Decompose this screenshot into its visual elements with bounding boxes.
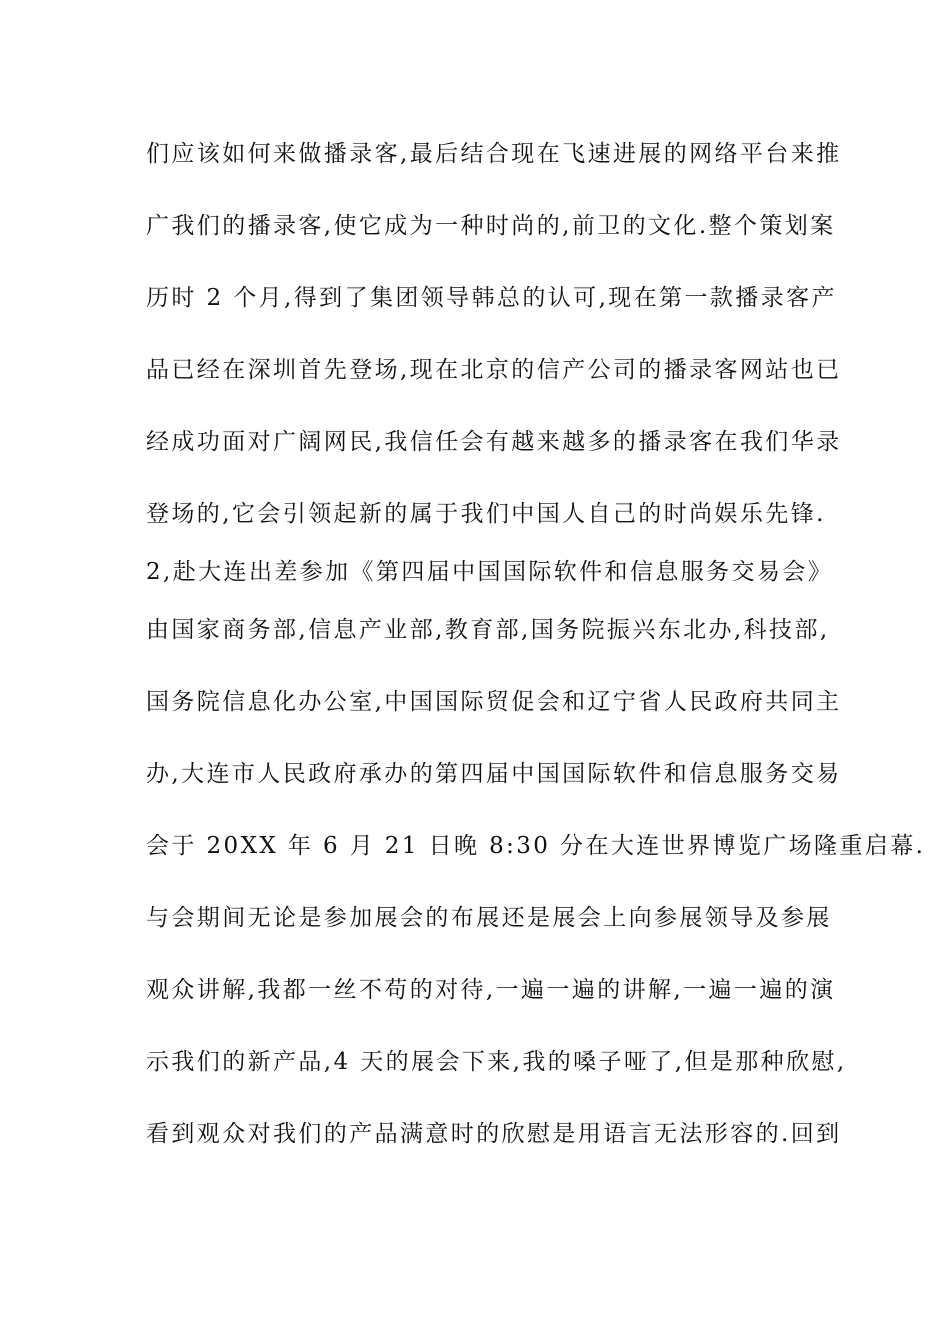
text-line: 示我们的新产品,4 天的展会下来,我的嗓子哑了,但是那种欣慰, bbox=[146, 1049, 847, 1075]
text-line: 观众讲解,我都一丝不苟的对待,一遍一遍的讲解,一遍一遍的演 bbox=[146, 977, 836, 1003]
text-line: 登场的,它会引领起新的属于我们中国人自己的时尚娱乐先锋. bbox=[146, 501, 826, 527]
text-line: 会于 20XX 年 6 月 21 日晚 8:30 分在大连世界博览广场隆重启幕. bbox=[146, 833, 926, 859]
text-line: 看到观众对我们的产品满意时的欣慰是用语言无法形容的.回到 bbox=[146, 1121, 842, 1147]
text-line: 广我们的播录客,使它成为一种时尚的,前卫的文化.整个策划案 bbox=[146, 213, 836, 239]
section-heading: 2,赴大连出差参加《第四届中国国际软件和信息服务交易会》 bbox=[146, 559, 834, 585]
text-line: 品已经在深圳首先登场,现在北京的信产公司的播录客网站也已 bbox=[146, 357, 842, 383]
text-line: 历时 2 个月,得到了集团领导韩总的认可,现在第一款播录客产 bbox=[146, 285, 837, 311]
text-line: 国务院信息化办公室,中国国际贸促会和辽宁省人民政府共同主 bbox=[146, 689, 842, 715]
text-line: 由国家商务部,信息产业部,教育部,国务院振兴东北办,科技部, bbox=[146, 617, 830, 643]
text-line: 与会期间无论是参加展会的布展还是展会上向参展领导及参展 bbox=[146, 905, 832, 931]
text-line: 们应该如何来做播录客,最后结合现在飞速进展的网络平台来推 bbox=[146, 141, 842, 167]
text-line: 经成功面对广阔网民,我信任会有越来越多的播录客在我们华录 bbox=[146, 429, 842, 455]
body-text bbox=[146, 131, 926, 1183]
text-line: 办,大连市人民政府承办的第四届中国国际软件和信息服务交易 bbox=[146, 761, 842, 787]
